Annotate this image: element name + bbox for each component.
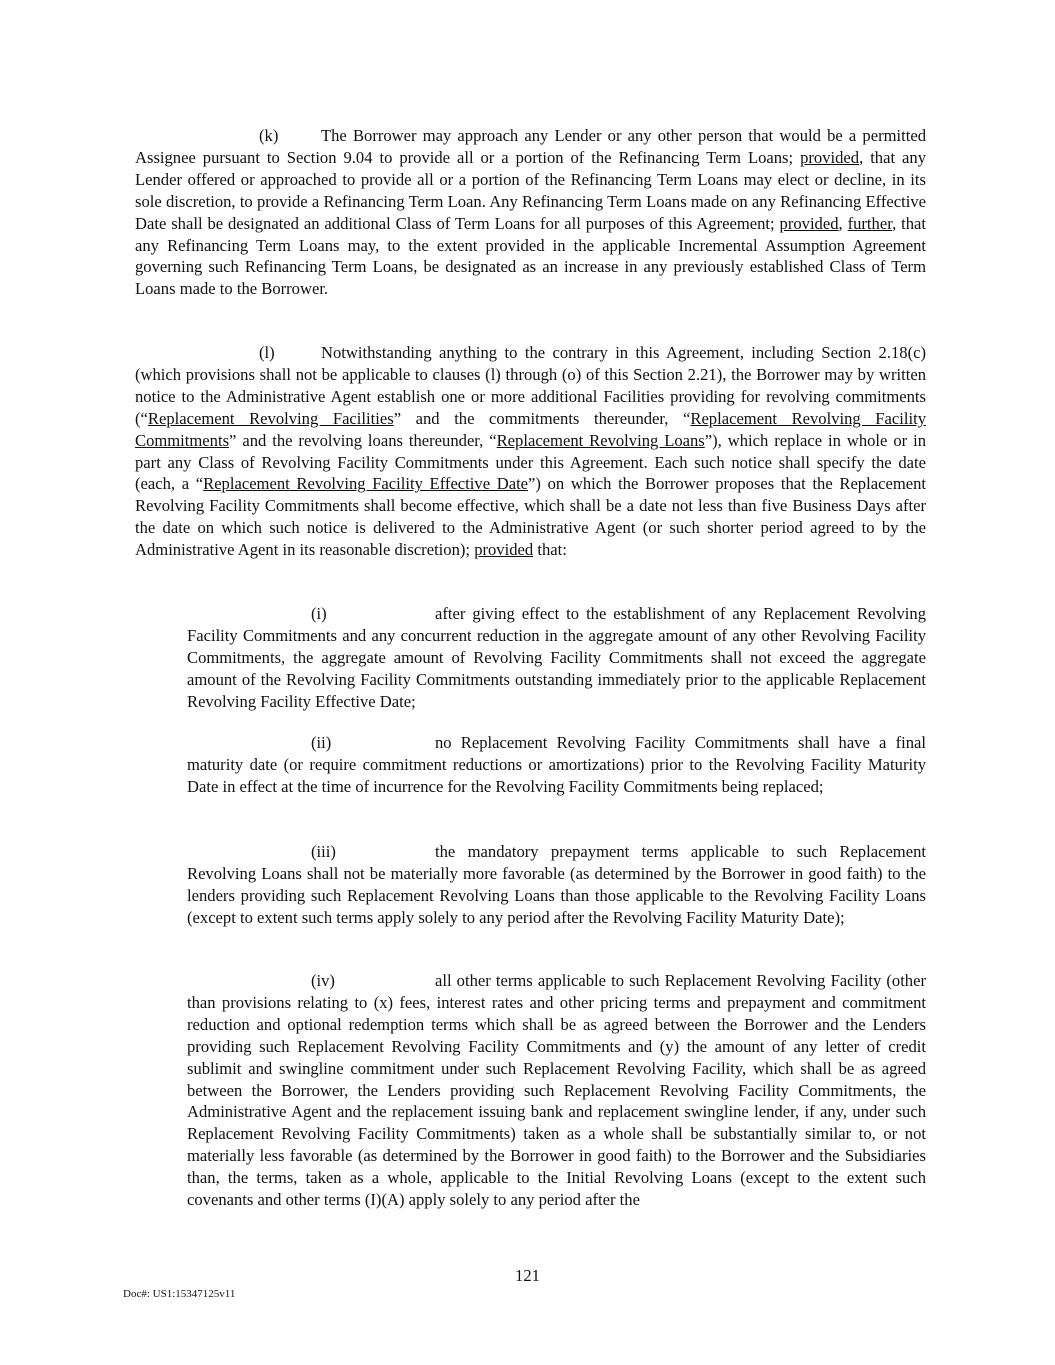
subclause-iii: (iii) the mandatory prepayment terms applicable to such Replacement Revolving Loans shall not be materially more favorable (as determined by the Borrower in good faith) to the lenders providing such Replacement Revolving Loans than those applicable to the Revolving Facility Loans (except to extent such terms apply solely to any period after the Revolving Facility Maturity Date);	[187, 842, 926, 927]
subclause-i-label: (i)	[311, 604, 327, 623]
defined-term: Replacement Revolving Facility Effective Date	[203, 474, 529, 494]
paragraph-l: (l) Notwithstanding anything to the contrary in this Agreement, including Section 2.18(c) (which provisions shall not be applicable to clauses (l) through (o) of this Section 2.21), the Borrower may by written notice to the Administrative Agent establish one or more additional Facilities providing for revolving commitments (“Replacement Revolving Facilities” and the commitments thereunder, “Replacement Revolving Facility Commitments” and the revolving loans thereunder, “Replacement Revolving Loans”), which replace in whole or in part any Class of Revolving Facility Commitments under this Agreement. Each such notice shall specify the date (each, a “Replacement Revolving Facility Effective Date”) on which the Borrower proposes that the Replacement Revolving Facility Commitments shall become effective, which shall be a date not less than five Business Days after the date on which such notice is delivered to the Administrative Agent (or such shorter period agreed to by the Administrative Agent in its reasonable discretion); provided that:	[135, 343, 927, 560]
subclause-iii-label: (iii)	[311, 842, 336, 861]
defined-term: Replacement Revolving Loans	[496, 430, 705, 450]
subclause-iv-label: (iv)	[311, 971, 335, 990]
subclause-ii: (ii) no Replacement Revolving Facility Commitments shall have a final maturity date (or require commitment reductions or amortizations) prior to the Revolving Facility Maturity Date in effect at the time of incurrence for the Revolving Facility Commitments being replaced;	[187, 733, 926, 796]
paragraph-k-label: (k)	[259, 126, 279, 145]
paragraph-k: (k) The Borrower may approach any Lender or any other person that would be a permitted Assignee pursuant to Section 9.04 to provide all or a portion of the Refinancing Term Loans; provided, that any Lender offered or approached to provide all or a portion of the Refinancing Term Loans may elect or decline, in its sole discretion, to provide a Refinancing Term Loan. Any Refinancing Term Loans made on any Refinancing Effective Date shall be designated an additional Class of Term Loans for all purposes of this Agreement; provided, further, that any Refinancing Term Loans may, to the extent provided in the applicable Incremental Assumption Agreement governing such Refinancing Term Loans, be designated as an increase in any previously established Class of Term Loans made to the Borrower.	[135, 126, 926, 299]
defined-term: Replacement Revolving Facility Commitments	[135, 408, 927, 450]
page-number: 121	[515, 1266, 540, 1285]
subclause-ii-label: (ii)	[311, 733, 332, 752]
subclause-iv: (iv) all other terms applicable to such Replacement Revolving Facility (other than provisions relating to (x) fees, interest rates and other pricing terms and prepayment and commitment reduction and optional redemption terms which shall be as agreed between the Borrower and the Lenders providing such Replacement Revolving Facility Commitments and (y) the amount of any letter of credit sublimit and swingline commitment under such Replacement Revolving Facility, which shall be as agreed between the Borrower, the Lenders providing such Replacement Revolving Facility Commitments, the Administrative Agent and the replacement issuing bank and replacement swingline lender, if any, under such Replacement Revolving Facility Commitments) taken as a whole shall be substantially similar to, or not materially less favorable (as determined by the Borrower in good faith) to the Borrower and the Subsidiaries than, the terms, taken as a whole, applicable to the Initial Revolving Loans (except to the extent such covenants and other terms (I)(A) apply solely to any period after the	[187, 971, 926, 1210]
document-id: Doc#: US1:15347125v11	[123, 1288, 236, 1300]
defined-term: Replacement Revolving Facilities	[147, 408, 394, 428]
paragraph-l-label: (l)	[259, 343, 275, 362]
subclause-i: (i) after giving effect to the establishment of any Replacement Revolving Facility Commitments and any concurrent reduction in the aggregate amount of any other Revolving Facility Commitments, the aggregate amount of Revolving Facility Commitments shall not exceed the aggregate amount of the Revolving Facility Commitments outstanding immediately prior to the applicable Replacement Revolving Facility Effective Date;	[187, 604, 926, 711]
